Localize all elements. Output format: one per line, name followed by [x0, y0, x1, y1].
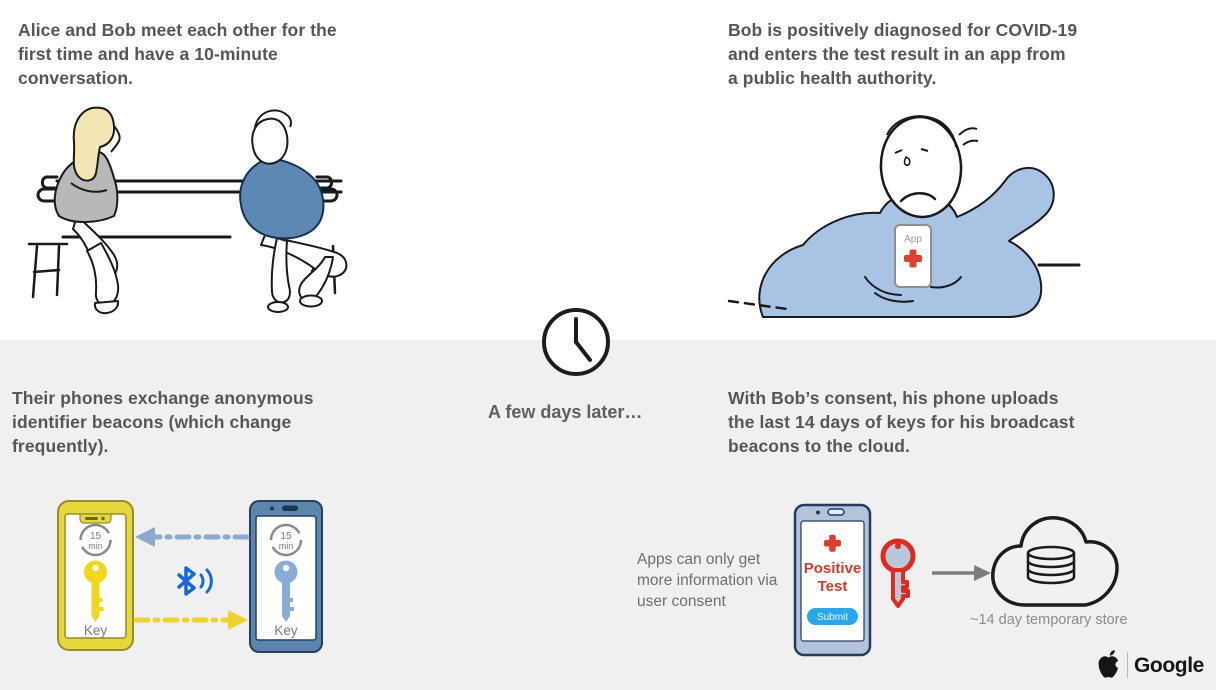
- timer-unit: min: [88, 541, 103, 551]
- key-label: Key: [274, 623, 298, 638]
- caption-upload-line3: beacons to the cloud.: [728, 436, 910, 456]
- caption-beacons: [12, 386, 392, 458]
- store-caption: ~14 day temporary store: [970, 612, 1128, 628]
- beacon-arrow-right: [136, 610, 248, 630]
- caption-upload-line1: With Bob’s consent, his phone uploads: [728, 388, 1059, 408]
- alice-bob-bench-illustration: [15, 95, 360, 320]
- caption-beacons-line1: Their phones exchange anonymous: [12, 388, 314, 408]
- timer-icon: [271, 525, 301, 555]
- caption-diagnosis-line1: Bob is positively diagnosed for COVID-19: [728, 20, 1078, 40]
- key-exchange-illustration: [40, 492, 340, 664]
- apple-logo-icon: [1096, 650, 1121, 679]
- clock-icon: [538, 304, 614, 380]
- caption-beacons-line3: frequently).: [12, 436, 109, 456]
- caption-upload: [728, 386, 1158, 458]
- bob-figure: [240, 110, 346, 312]
- positive-test-phone: [795, 505, 870, 655]
- app-label: App: [904, 234, 922, 245]
- timer-value: 15: [280, 531, 292, 542]
- bluetooth-signal-icon: [179, 568, 211, 594]
- brand-divider: [1127, 652, 1128, 678]
- screen-title-line1: Positive: [803, 560, 862, 577]
- caption-diagnosis-line3: a public health authority.: [728, 68, 937, 88]
- timer-unit: min: [278, 541, 294, 551]
- timer-value: 15: [89, 531, 102, 542]
- consent-note-line3: user consent: [637, 593, 726, 610]
- interlude-label: A few days later…: [488, 402, 643, 422]
- beacon-arrow-left: [135, 527, 247, 547]
- health-app-phone: [895, 225, 931, 287]
- caption-diagnosis: [728, 18, 1158, 90]
- caption-meet-line2: first time and have a 10-minute: [18, 44, 278, 64]
- consent-note-line2: more information via: [637, 572, 778, 589]
- caption-meet-line3: conversation.: [18, 68, 134, 88]
- red-key-icon: [883, 541, 913, 606]
- caption-beacons-line2: identifier beacons (which change: [12, 412, 292, 432]
- caption-diagnosis-line2: and enters the test result in an app from: [728, 44, 1066, 64]
- alice-figure: [55, 108, 120, 313]
- bob-phone: [250, 501, 322, 652]
- consent-note-line1: Apps can only get: [637, 551, 761, 568]
- bob-phone-illustration: [725, 105, 1115, 320]
- submit-label: Submit: [816, 612, 849, 623]
- alice-phone: [58, 501, 133, 650]
- timer-icon: [81, 525, 111, 555]
- upload-illustration: [780, 495, 1200, 670]
- screen-title-line2: Test: [817, 578, 848, 595]
- cloud-database-icon: [993, 518, 1117, 605]
- caption-meet: [18, 18, 418, 90]
- caption-upload-line2: the last 14 days of keys for his broadcast: [728, 412, 1075, 432]
- google-wordmark: Google: [1134, 654, 1204, 677]
- caption-meet-line1: Alice and Bob meet each other for the: [18, 20, 337, 40]
- key-label: Key: [83, 623, 108, 638]
- upload-arrow: [932, 565, 991, 581]
